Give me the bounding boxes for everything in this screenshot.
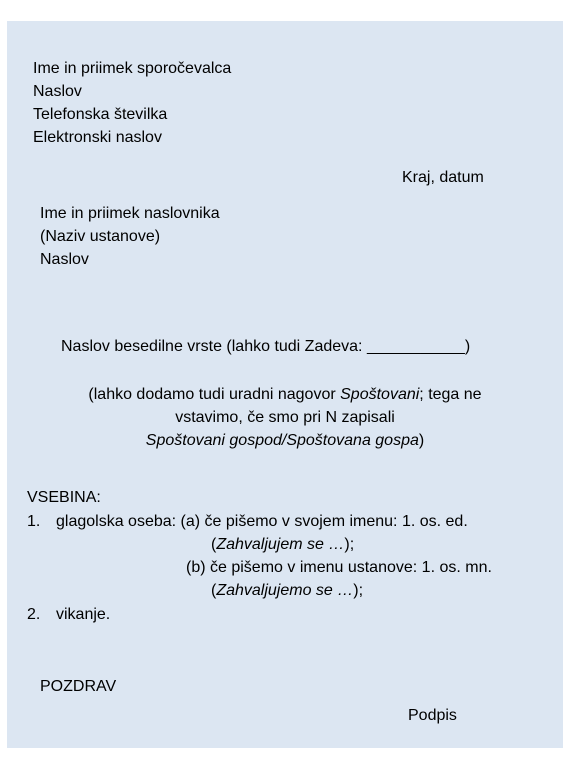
sender-phone: Telefonska številka xyxy=(33,106,168,123)
list-item-1b-example xyxy=(211,579,363,602)
list-item-1a-example xyxy=(211,533,354,556)
salutation-example: Spoštovani xyxy=(340,386,420,403)
list-item-1-number: 1. xyxy=(27,513,41,530)
sender-address: Naslov xyxy=(33,83,82,100)
salutation-note-line3 xyxy=(7,429,563,452)
sender-name: Ime in priimek sporočevalca xyxy=(33,60,232,77)
salutation-note-close: ) xyxy=(418,432,425,449)
salutation-note-line1 xyxy=(7,383,563,406)
salutation-note-line2: vstavimo, če smo pri N zapisali xyxy=(175,409,395,426)
list-item-2-number: 2. xyxy=(27,606,41,623)
recipient-address: Naslov xyxy=(40,251,89,268)
recipient-name: Ime in priimek naslovnika xyxy=(40,205,220,222)
content-title: VSEBINA: xyxy=(27,489,101,506)
paren-close: ); xyxy=(344,536,355,553)
list-item-1-label: glagolska oseba: (a) če pišemo v svojem imenu: 1. os. ed. xyxy=(56,513,468,530)
recipient-institution: (Naziv ustanove) xyxy=(40,228,161,245)
paren-close: ); xyxy=(353,582,364,599)
place-date: Kraj, datum xyxy=(402,169,484,186)
paren-open: ( xyxy=(211,582,217,599)
sender-email: Elektronski naslov xyxy=(33,129,162,146)
example-singular: Zahvaljujem se … xyxy=(216,536,345,553)
salutation-note-text1: (lahko dodamo tudi uradni nagovor xyxy=(88,386,341,403)
text-type-heading: Naslov besedilne vrste (lahko tudi Zadeva: ___________) xyxy=(61,338,471,355)
salutation-full-example: Spoštovani gospod/Spoštovana gospa xyxy=(145,432,419,449)
example-plural: Zahvaljujemo se … xyxy=(216,582,354,599)
list-item-2-label: vikanje. xyxy=(56,606,111,623)
paren-open: ( xyxy=(211,536,217,553)
closing-greeting: POZDRAV xyxy=(40,678,117,695)
signature: Podpis xyxy=(408,707,457,724)
list-item-1b-label: (b) če pišemo v imenu ustanove: 1. os. mn. xyxy=(186,559,492,576)
salutation-note-text2: ; tega ne xyxy=(419,386,482,403)
